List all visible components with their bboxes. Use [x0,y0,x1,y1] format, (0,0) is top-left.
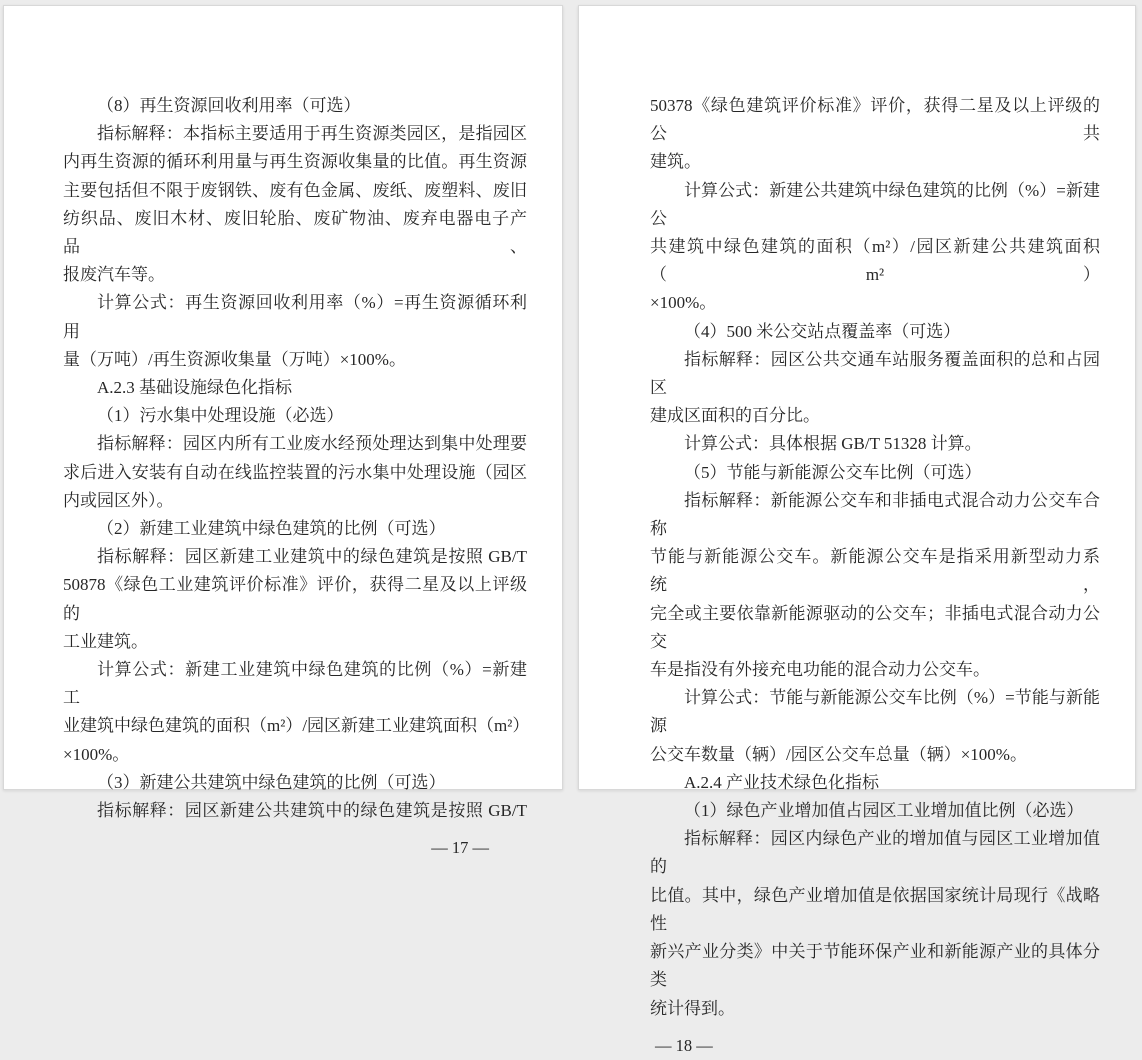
text-line: 指标解释：园区内所有工业废水经预处理达到集中处理要 [97,434,527,454]
text-line: 指标解释：园区内绿色产业的增加值与园区工业增加值的 [650,829,1100,877]
text-line: 报废汽车等。 [63,265,165,285]
page-17 [3,5,563,858]
text-line: A.2.4 产业技术绿色化指标 [684,772,880,792]
text-line: 计算公式：新建工业建筑中绿色建筑的比例（%）=新建工 [63,660,527,708]
page-18-text [579,6,1135,1023]
text-line: 建成区面积的百分比。 [650,406,820,426]
text-line: （8）再生资源回收利用率（可选） [97,96,361,115]
text-line: ×100%。 [63,744,130,764]
text-line: 指标解释：本指标主要适用于再生资源类园区，是指园区 [97,124,527,144]
text-line: 指标解释：园区公共交通车站服务覆盖面积的总和占园区 [650,349,1100,398]
text-line: 量（万吨）/再生资源收集量（万吨）×100%。 [63,349,406,369]
text-line: （1）绿色产业增加值占园区工业增加值比例（必选） [684,801,1084,821]
text-line: 指标解释：园区新建公共建筑中的绿色建筑是按照 GB/T [97,801,527,821]
text-line: ×100%。 [650,293,717,313]
text-line: （1）污水集中处理设施（必选） [97,406,344,426]
text-line: 建筑。 [650,152,701,172]
text-line: 新兴产业分类》中关于节能环保产业和新能源产业的具体分类 [650,942,1100,990]
text-line: 统计得到。 [650,998,735,1018]
text-line: （5）节能与新能源公交车比例（可选） [684,462,982,482]
text-line: 求后进入安装有自动在线监控装置的污水集中处理设施（园区 [63,462,527,482]
text-line: 内再生资源的循环利用量与再生资源收集量的比值。再生资源 [63,152,527,172]
text-line: A.2.3 基础设施绿色化指标 [97,378,293,398]
text-line: 计算公式：节能与新能源公交车比例（%）=节能与新能源 [650,688,1100,736]
page-number: — 18 — [655,1035,713,1055]
text-line: 计算公式：再生资源回收利用率（%）=再生资源循环利用 [63,293,527,341]
page-17-text [4,6,562,825]
text-line: 完全或主要依靠新能源驱动的公交车；非插电式混合动力公交 [650,603,1100,651]
text-line: （2）新建工业建筑中绿色建筑的比例（可选） [97,519,446,539]
text-line: 内或园区外）。 [63,490,174,510]
text-line: 指标解释：新能源公交车和非插电式混合动力公交车合称 [650,490,1100,539]
text-line: 50378《绿色建筑评价标准》评价，获得二星及以上评级的公共 [650,96,1100,144]
text-line: 主要包括但不限于废钢铁、废有色金属、废纸、废塑料、废旧 [63,180,527,200]
text-line: 比值。其中，绿色产业增加值是依据国家统计局现行《战略性 [650,885,1100,933]
text-line: （4）500 米公交站点覆盖率（可选） [684,321,961,341]
text-line: 工业建筑。 [63,631,148,651]
text-line: 计算公式：具体根据 GB/T 51328 计算。 [684,434,982,454]
text-line: 纺织品、废旧木材、废旧轮胎、废矿物油、废弃电器电子产品、 [63,208,527,257]
text-line: 指标解释：园区新建工业建筑中的绿色建筑是按照 GB/T [97,547,527,567]
text-line: 车是指没有外接充电功能的混合动力公交车。 [650,660,990,680]
text-line: （3）新建公共建筑中绿色建筑的比例（可选） [97,772,446,792]
text-line: 50878《绿色工业建筑评价标准》评价，获得二星及以上评级的 [63,575,527,623]
text-line: 计算公式：新建公共建筑中绿色建筑的比例（%）=新建公 [650,180,1100,228]
text-line: 业建筑中绿色建筑的面积（m²）/园区新建工业建筑面积（m²） [63,716,530,736]
page-18 [578,5,1136,1055]
text-line: 节能与新能源公交车。新能源公交车是指采用新型动力系统， [650,547,1100,595]
text-line: 公交车数量（辆）/园区公交车总量（辆）×100%。 [650,744,1027,764]
page-number: — 17 — [431,838,489,858]
text-line: 共建筑中绿色建筑的面积（m²）/园区新建公共建筑面积（m²） [650,237,1100,285]
